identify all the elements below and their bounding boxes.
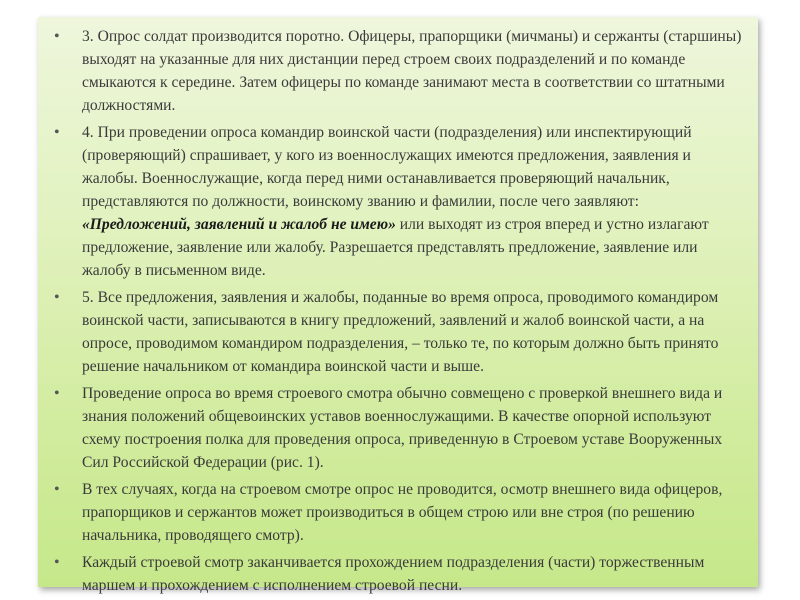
list-item bbox=[48, 121, 748, 282]
bullet-list bbox=[48, 25, 748, 597]
list-item bbox=[48, 478, 748, 547]
bullet-icon: • bbox=[54, 385, 60, 402]
list-item bbox=[48, 286, 748, 378]
bullet-icon: • bbox=[54, 481, 60, 498]
bullet-icon: • bbox=[54, 28, 60, 45]
bullet-icon: • bbox=[54, 289, 60, 306]
paragraph-text: 3. Опрос солдат производится поротно. Офицеры, прапорщики (мичманы) и сержанты (старшины) выходят на указанные для них дистанции перед строем своих подразделений и по команде смыкаются к середине. Затем офицеры по команде занимают места в соответствии со штатными должностями. bbox=[82, 28, 742, 114]
paragraph-text-continued: или выходят из строя вперед и устно излагают предложение, заявление или жалобу. Разрешается представлять предложение, заявление или жалобу в письменном виде. bbox=[82, 216, 709, 279]
list-item bbox=[48, 25, 748, 117]
emphasized-quote: «Предложений, заявлений и жалоб не имею» bbox=[82, 216, 396, 233]
paragraph-text: 5. Все предложения, заявления и жалобы, поданные во время опроса, проводимого командиром воинской части, записываются в книгу предложений, заявлений и жалоб воинской части, а на опросе, проводимом командиром подразделения, – только те, по которым должно быть принято решение начальником от командира воинской части и выше. bbox=[82, 289, 719, 375]
bullet-icon: • bbox=[54, 124, 60, 141]
bullet-icon: • bbox=[54, 554, 60, 571]
paragraph-text: В тех случаях, когда на строевом смотре опрос не проводится, осмотр внешнего вида офицеров, прапорщиков и сержантов может производиться в общем строю или вне строя (по решению начальника, проводящего смотр). bbox=[82, 481, 723, 544]
slide-panel bbox=[38, 17, 758, 594]
list-item bbox=[48, 382, 748, 474]
paragraph-text: Проведение опроса во время строевого смотра обычно совмещено с проверкой внешнего вида и знания положений общевоинских уставов военнослужащими. В качестве опорной используют схему построения полка для проведения опроса, приведенную в Строевом уставе Вооруженных Сил Российской Федерации (рис. 1). bbox=[82, 385, 723, 471]
paragraph-text: 4. При проведении опроса командир воинской части (подразделения) или инспектирующий (проверяющий) спрашивает, у кого из военнослужащих имеются предложения, заявления и жалобы. Военнослужащие, когда перед ними останавливается проверяющий начальник, представляются по должности, воинскому званию и фамилии, после чего заявляют: bbox=[82, 124, 692, 210]
paragraph-text: Каждый строевой смотр заканчивается прохождением подразделения (части) торжественным маршем и прохождением с исполнением строевой песни. bbox=[82, 554, 705, 594]
list-item bbox=[48, 551, 748, 597]
